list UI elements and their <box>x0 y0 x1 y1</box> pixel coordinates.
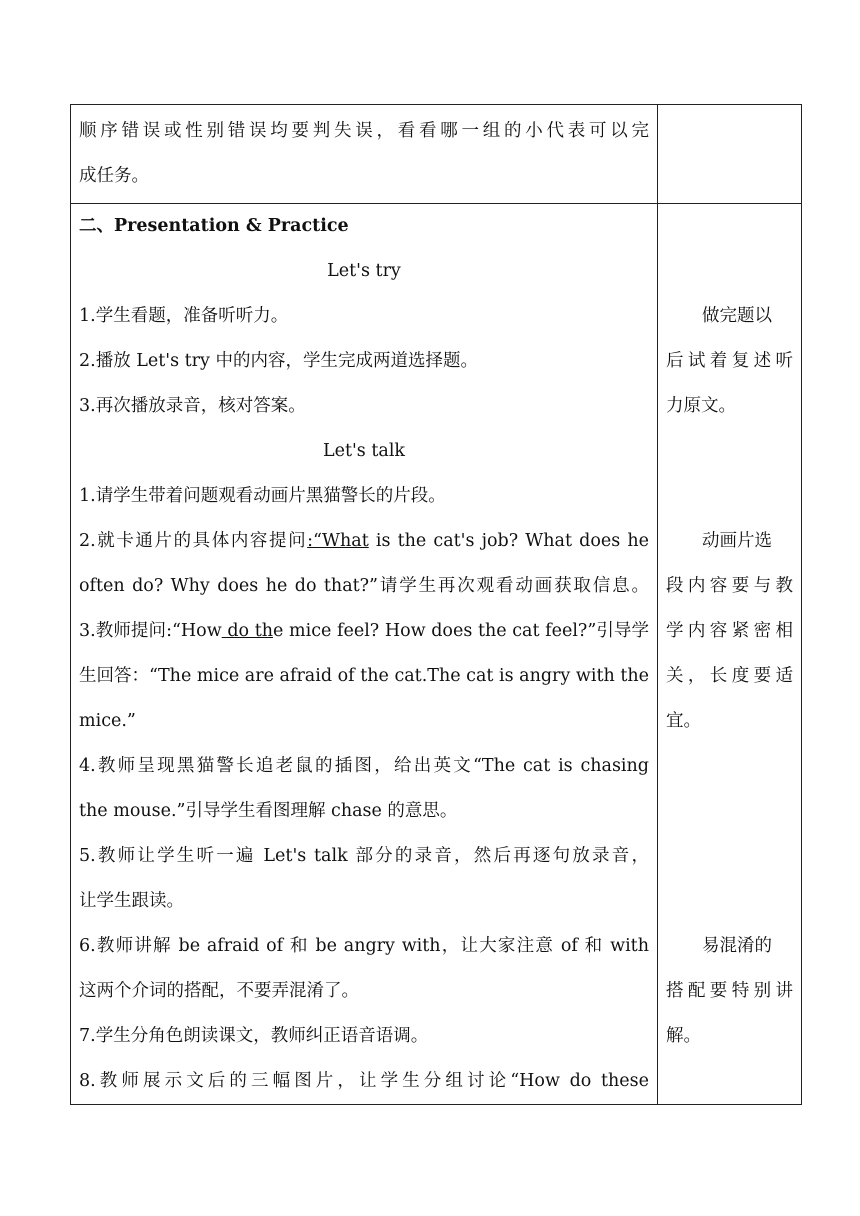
section-heading: 二、Presentation & Practice <box>79 216 349 236</box>
table-row <box>71 105 802 204</box>
spacer <box>666 1059 793 1104</box>
text-run: 2.就卡通片的具体内容提问 <box>79 531 308 551</box>
subsection-title: Let's talk <box>322 441 406 461</box>
note-line: 搭配要特别讲 <box>666 981 793 1001</box>
text-line: often do? Why does he do that?”请学生再次观看动画获取信息。 <box>79 576 649 596</box>
spacer <box>666 744 793 789</box>
spacer <box>666 474 793 519</box>
spacer <box>666 249 793 294</box>
list-item: 6.教师讲解 be afraid of 和 be angry with，让大家注意 of 和 with <box>79 936 649 956</box>
note-line: 动画片选 <box>702 531 772 551</box>
list-item: 4.教师呈现黑猫警长追老鼠的插图，给出英文“The cat is chasing <box>79 756 649 776</box>
text-run: is the cat's job? What does he <box>368 531 649 551</box>
notes-cell <box>658 204 802 1105</box>
text-line: the mouse.”引导学生看图理解 chase 的意思。 <box>79 801 458 821</box>
note-line: 解。 <box>666 1026 701 1046</box>
note-line: 学内容紧密相 <box>666 621 793 641</box>
list-item: 1.请学生带着问题观看动画片黑猫警长的片段。 <box>79 486 446 506</box>
underlined-text: :“What <box>307 531 369 551</box>
list-item <box>79 609 649 654</box>
text-line: 成任务。 <box>79 166 149 186</box>
text-line: mice.” <box>79 711 136 731</box>
note-line: 后试着复述听 <box>666 351 793 371</box>
text-line: 这两个介词的搭配，不要弄混淆了。 <box>79 981 359 1001</box>
table-row <box>71 204 802 1105</box>
note-line: 易混淆的 <box>702 936 772 956</box>
text-line: 生回答：“The mice are afraid of the cat.The cat is angry with the <box>79 666 649 686</box>
subsection-title: Let's try <box>327 261 401 281</box>
text-line: 让学生跟读。 <box>79 891 184 911</box>
spacer <box>666 834 793 879</box>
spacer <box>666 204 793 249</box>
note-line: 宜。 <box>666 711 701 731</box>
spacer <box>666 879 793 924</box>
list-item: 1.学生看题，准备听听力。 <box>79 306 289 326</box>
text-run: 3.教师提问:“How <box>79 621 222 641</box>
list-item: 7.学生分角色朗读课文，教师纠正语音语调。 <box>79 1026 429 1046</box>
spacer <box>666 429 793 474</box>
list-item: 8.教师展示文后的三幅图片，让学生分组讨论“How do these <box>79 1071 649 1091</box>
text-run: e mice feel? How does the cat feel?”引导学 <box>273 621 649 641</box>
note-line: 力原文。 <box>666 396 736 416</box>
spacer <box>666 789 793 834</box>
underlined-text: do th <box>221 621 274 641</box>
lesson-plan-table <box>70 104 793 1105</box>
content-cell <box>71 204 658 1105</box>
list-item: 5.教师让学生听一遍 Let's talk 部分的录音，然后再逐句放录音， <box>79 846 649 866</box>
note-line: 做完题以 <box>702 306 772 326</box>
table <box>70 104 802 1105</box>
note-line: 段内容要与教 <box>666 576 793 596</box>
list-item: 2.播放 Let's try 中的内容，学生完成两道选择题。 <box>79 351 478 371</box>
note-line: 关，长度要适 <box>666 666 793 686</box>
list-item: 3.再次播放录音，核对答案。 <box>79 396 306 416</box>
text-line: 顺序错误或性别错误均要判失误，看看哪一组的小代表可以完 <box>79 121 649 141</box>
list-item <box>79 519 649 564</box>
notes-cell <box>658 105 802 204</box>
content-cell <box>71 105 658 204</box>
